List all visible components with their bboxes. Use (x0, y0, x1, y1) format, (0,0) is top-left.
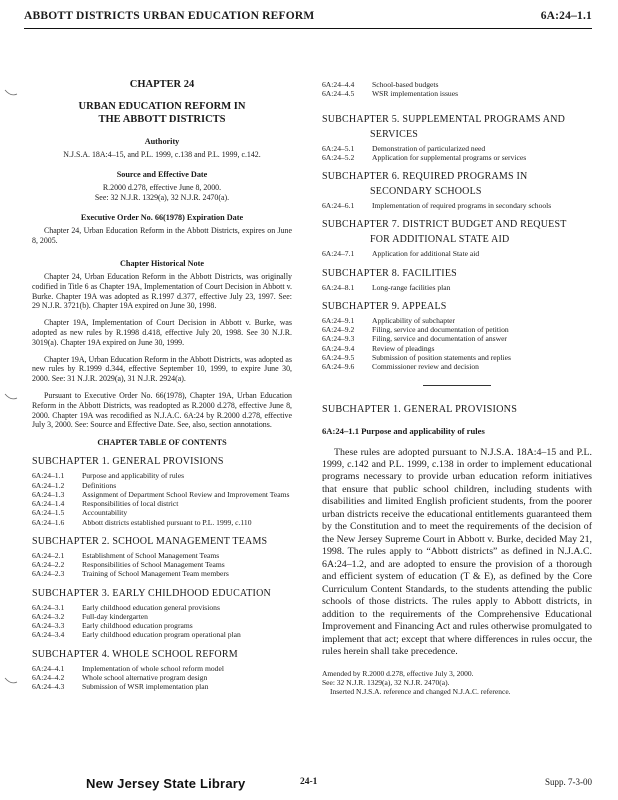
toc-item[interactable]: 6A:24–4.4 School-based budgets (322, 80, 439, 89)
toc-item[interactable]: 6A:24–4.5 WSR implementation issues (322, 89, 459, 99)
toc-heading: CHAPTER TABLE OF CONTENTS (97, 438, 227, 448)
toc-item[interactable]: 6A:24–4.2 Whole school alternative program design (32, 672, 208, 682)
toc-item[interactable]: 6A:24–5.1 Demonstration of particularized need (322, 143, 486, 153)
page-number: 24-1 (300, 777, 318, 787)
toc-list (322, 249, 592, 258)
toc-subchapter-heading: SUBCHAPTER 5. SUPPLEMENTAL PROGRAMS AND (322, 113, 566, 125)
toc-item[interactable]: 6A:24–7.1 Application for additional State aid (322, 249, 480, 259)
toc-item[interactable]: 6A:24–1.4 Responsibilities of local district (32, 499, 179, 509)
toc-item[interactable]: 6A:24–4.3 Submission of WSR implementation plan (32, 682, 209, 692)
amendment-note: Inserted N.J.S.A. reference and changed N.J.A.C. reference. (330, 687, 511, 697)
amendment-notes (322, 669, 592, 697)
amendment-note: Amended by R.2000 d.278, effective July 3, 2000. (322, 668, 474, 678)
toc-subchapter-heading: SUBCHAPTER 6. REQUIRED PROGRAMS IN (322, 171, 528, 182)
toc-item[interactable]: 6A:24–2.2 Responsibilities of School Management Teams (32, 560, 225, 570)
amendment-note: See: 32 N.J.R. 1329(a), 32 N.J.R. 2470(a). (322, 677, 450, 687)
toc-subchapter-heading: SUBCHAPTER 3. EARLY CHILDHOOD EDUCATION (32, 587, 271, 599)
toc-item[interactable]: 6A:24–3.3 Early childhood education programs (32, 621, 193, 631)
toc-item[interactable]: 6A:24–5.2 Application for supplemental programs or services (322, 152, 527, 162)
authority-heading: Authority (144, 137, 180, 147)
running-header-title: ABBOTT DISTRICTS URBAN EDUCATION REFORM (24, 10, 315, 22)
toc-item[interactable]: 6A:24–2.3 Training of School Management Team members (32, 569, 229, 579)
toc-subchapter-heading: SUBCHAPTER 9. APPEALS (322, 300, 447, 312)
toc-list (322, 283, 592, 292)
toc-list (322, 80, 592, 99)
subchapter-heading: SUBCHAPTER 1. GENERAL PROVISIONS (322, 404, 518, 416)
executive-order-text: Chapter 24, Urban Education Reform in the Abbott Districts, expires on June 8, 2005. (32, 226, 292, 245)
toc-list (32, 664, 292, 692)
chapter-label: CHAPTER 24 (129, 79, 195, 90)
toc-subchapter-heading-cont: SECONDARY SCHOOLS (370, 186, 482, 197)
margin-tick-mark-icon (4, 88, 18, 98)
source-line: See: 32 N.J.R. 1329(a), 32 N.J.R. 2470(a). (94, 193, 230, 203)
toc-item[interactable]: 6A:24–9.4 Review of pleadings (322, 343, 435, 353)
toc-subchapter-heading-cont: FOR ADDITIONAL STATE AID (370, 234, 510, 246)
toc-item[interactable]: 6A:24–4.1 Implementation of whole school reform model (32, 663, 224, 673)
toc-item[interactable]: 6A:24–3.1 Early childhood education general provisions (32, 602, 220, 612)
toc-subchapter-heading: SUBCHAPTER 2. SCHOOL MANAGEMENT TEAMS (32, 535, 268, 547)
toc-list (322, 144, 592, 163)
chapter-title (32, 100, 292, 126)
toc-list (322, 201, 592, 210)
toc-list (322, 316, 592, 372)
toc-item[interactable]: 6A:24–8.1 Long-range facilities plan (322, 282, 451, 292)
toc-subchapter-heading: SUBCHAPTER 8. FACILITIES (322, 267, 457, 279)
toc-item[interactable]: 6A:24–9.3 Filing, service and documentation of answer (322, 334, 507, 344)
chapter-title-line: THE ABBOTT DISTRICTS (98, 114, 226, 126)
history-paragraph: Chapter 24, Urban Education Reform in the Abbott Districts, was originally codified in Title 6 as Chapter 19A, Implementation of Court Decision in Abbott v. Burke. Chapter 19A was adopted as R.1997 d.377, effective July 23, 1997. See: 29 N.J.R. 3721(b). Chapter 19A expired on June 30, 1998. (32, 271, 292, 311)
margin-tick-mark-icon (4, 392, 18, 402)
left-column (32, 78, 292, 700)
toc-item[interactable]: 6A:24–3.2 Full-day kindergarten (32, 611, 148, 621)
supplement-date: Supp. 7-3-00 (545, 777, 592, 787)
toc-item[interactable]: 6A:24–1.6 Abbott districts established pursuant to P.L. 1999, c.110 (32, 517, 252, 527)
running-header-code: 6A:24–1.1 (540, 10, 592, 22)
toc-list (32, 603, 292, 640)
executive-order-heading: Executive Order No. 66(1978) Expiration Date (80, 213, 244, 222)
toc-item[interactable]: 6A:24–9.1 Applicability of subchapter (322, 315, 456, 325)
source-heading: Source and Effective Date (116, 170, 208, 180)
toc-item[interactable]: 6A:24–3.4 Early childhood education program operational plan (32, 630, 241, 640)
toc-item[interactable]: 6A:24–9.6 Commissioner review and decision (322, 362, 479, 371)
history-paragraph: Pursuant to Executive Order No. 66(1978), Chapter 19A, Urban Education Reform in the Abbott Districts, was readopted as R.2000 d.278, effective June 8, 2000. Chapter 19A was recodified as N.J.A.C. 6A:24 by R.2000 d.278, effective July 3, 2000. See: Source and Effective Date. See, also, section annotations. (32, 390, 292, 430)
toc-subchapter-heading: SUBCHAPTER 7. DISTRICT BUDGET AND REQUEST (322, 219, 567, 231)
toc-subchapter-heading: SUBCHAPTER 4. WHOLE SCHOOL REFORM (32, 648, 238, 660)
toc-item[interactable]: 6A:24–9.5 Submission of position statements and replies (322, 352, 511, 362)
toc-list (32, 551, 292, 579)
toc-item[interactable]: 6A:24–1.2 Definitions (32, 480, 117, 490)
header-rule (24, 28, 592, 29)
toc-item[interactable]: 6A:24–2.1 Establishment of School Management Teams (32, 550, 220, 560)
toc-item[interactable]: 6A:24–9.2 Filing, service and documentation of petition (322, 325, 509, 334)
toc-item[interactable]: 6A:24–1.5 Accountability (32, 508, 128, 518)
toc-item[interactable]: 6A:24–1.1 Purpose and applicability of rules (32, 471, 185, 481)
toc-item[interactable]: 6A:24–6.1 Implementation of required programs in secondary schools (322, 201, 552, 210)
authority-text: N.J.S.A. 18A:4–15, and P.L. 1999, c.138 and P.L. 1999, c.142. (63, 150, 261, 160)
chapter-title-line: URBAN EDUCATION REFORM IN (78, 101, 246, 113)
library-stamp: New Jersey State Library (86, 776, 246, 791)
section-body-text: These rules are adopted pursuant to N.J.S.A. 18A:4–15 and P.L. 1999, c.142 and P.L. 1999, c.138 in order to implement educational programs necessary to provide urban education reform initiatives that ensure that public school children, including students with disabilities and limited English proficient students, from the poorer urban districts receive the educational entitlements guaranteed them by the Constitution and to meet the requirements of the decision of the New Jersey Supreme Court in Abbott v. Burke, decided May 21, 1998. The rules apply to “Abbott districts” as defined in N.J.A.C. 6A:24–1.2, and are adopted to ensure the provision of a thorough and efficient system of education (T & E), as defined by the Core Curriculum Content Standards, to the students attending the public schools of those districts. The rules apply to Abbott districts, in addition to the requirements of the Comprehensive Educational Improvement and Financing Act and rules otherwise promulgated to implement that act; except that where differences in rules occur, the rules herein shall take precedence. (322, 446, 592, 658)
toc-subchapter-heading-cont: SERVICES (370, 128, 419, 140)
history-heading: Chapter Historical Note (120, 258, 204, 268)
toc-item[interactable]: 6A:24–1.3 Assignment of Department School Review and Improvement Teams (32, 489, 290, 499)
source-line: R.2000 d.278, effective June 8, 2000. (102, 183, 222, 193)
right-column (322, 80, 592, 697)
section-title: 6A:24–1.1 Purpose and applicability of rules (322, 425, 485, 436)
history-paragraph: Chapter 19A, Implementation of Court Decision in Abbott v. Burke, was adopted as new rules by R.1998 d.418, effective July 20, 1998. See 30 N.J.R. 3019(a). Chapter 19A expired on June 30, 1999. (32, 318, 292, 347)
margin-tick-mark-icon (4, 676, 18, 686)
toc-list (32, 471, 292, 527)
toc-subchapter-heading: SUBCHAPTER 1. GENERAL PROVISIONS (32, 456, 224, 468)
history-paragraph: Chapter 19A, Urban Education Reform in the Abbott Districts, was adopted as new rules by R.1999 d.344, effective September 10, 1999, to expire June 30, 2000. See: 31 N.J.R. 2029(a), 31 N.J.R. 2924(a). (32, 354, 292, 384)
section-divider (423, 385, 491, 386)
